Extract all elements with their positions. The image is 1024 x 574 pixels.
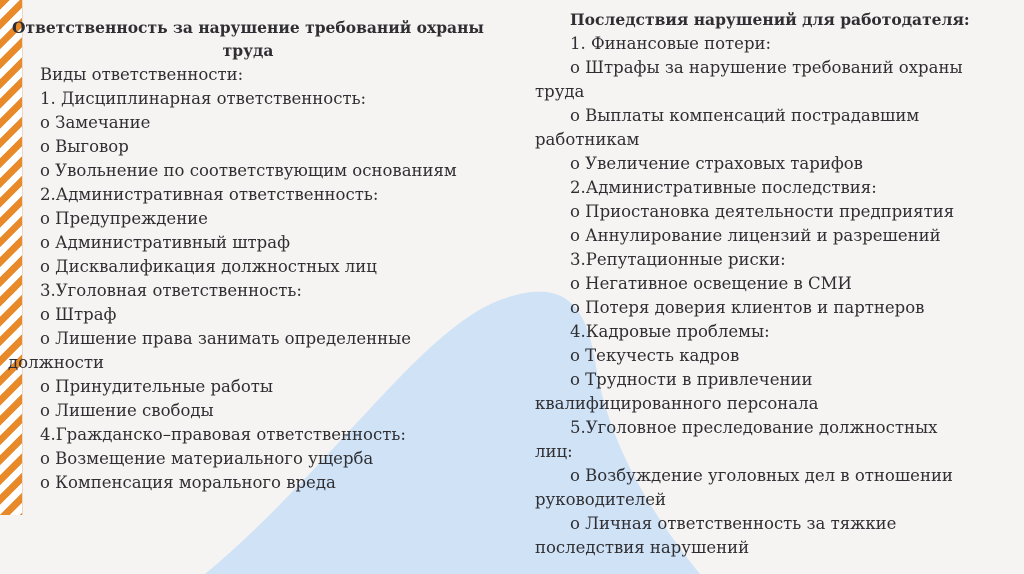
line: 4.Кадровые проблемы:: [570, 322, 770, 341]
line: 2.Административная ответственность:: [40, 185, 379, 204]
line: лиц:: [535, 442, 573, 461]
line: o Приостановка деятельности предприятия: [570, 202, 955, 221]
line: o Личная ответственность за тяжкие: [570, 514, 897, 533]
line: 1. Финансовые потери:: [570, 34, 772, 53]
line: o Дисквалификация должностных лиц: [40, 257, 377, 276]
consequences-column: [535, 8, 1005, 560]
line: o Принудительные работы: [40, 377, 274, 396]
line: o Текучесть кадров: [570, 346, 740, 365]
line: 3.Уголовная ответственность:: [40, 281, 302, 300]
line: последствия нарушений: [535, 538, 750, 557]
line: o Возбуждение уголовных дел в отношении: [570, 466, 953, 485]
line: o Замечание: [40, 113, 151, 132]
line: Виды ответственности:: [40, 65, 244, 84]
responsibility-column: [8, 16, 488, 495]
line: o Увеличение страховых тарифов: [570, 154, 863, 173]
line: o Предупреждение: [40, 209, 208, 228]
line: o Трудности в привлечении: [570, 370, 813, 389]
line: o Возмещение материального ущерба: [40, 449, 374, 468]
left-title: Ответственность за нарушение требований охраны труда: [12, 18, 484, 60]
line: 1. Дисциплинарная ответственность:: [40, 89, 367, 108]
line: o Негативное освещение в СМИ: [570, 274, 852, 293]
line: должности: [8, 353, 105, 372]
line: труда: [535, 82, 585, 101]
line: o Компенсация морального вреда: [40, 473, 336, 492]
line: o Потеря доверия клиентов и партнеров: [570, 298, 925, 317]
line: o Увольнение по соответствующим основаниям: [40, 161, 457, 180]
line: o Аннулирование лицензий и разрешений: [570, 226, 941, 245]
line: o Выплаты компенсаций пострадавшим: [570, 106, 920, 125]
line: квалифицированного персонала: [535, 394, 819, 413]
line: o Лишение свободы: [40, 401, 214, 420]
line: 5.Уголовное преследование должностных: [570, 418, 938, 437]
line: работникам: [535, 130, 640, 149]
line: o Административный штраф: [40, 233, 290, 252]
line: 3.Репутационные риски:: [570, 250, 786, 269]
line: o Лишение права занимать определенные: [40, 329, 412, 348]
line: руководителей: [535, 490, 667, 509]
line: 4.Гражданско–правовая ответственность:: [40, 425, 406, 444]
right-title: Последствия нарушений для работодателя:: [570, 10, 970, 29]
line: 2.Административные последствия:: [570, 178, 877, 197]
line: o Штрафы за нарушение требований охраны: [570, 58, 963, 77]
line: o Штраф: [40, 305, 117, 324]
line: o Выговор: [40, 137, 129, 156]
